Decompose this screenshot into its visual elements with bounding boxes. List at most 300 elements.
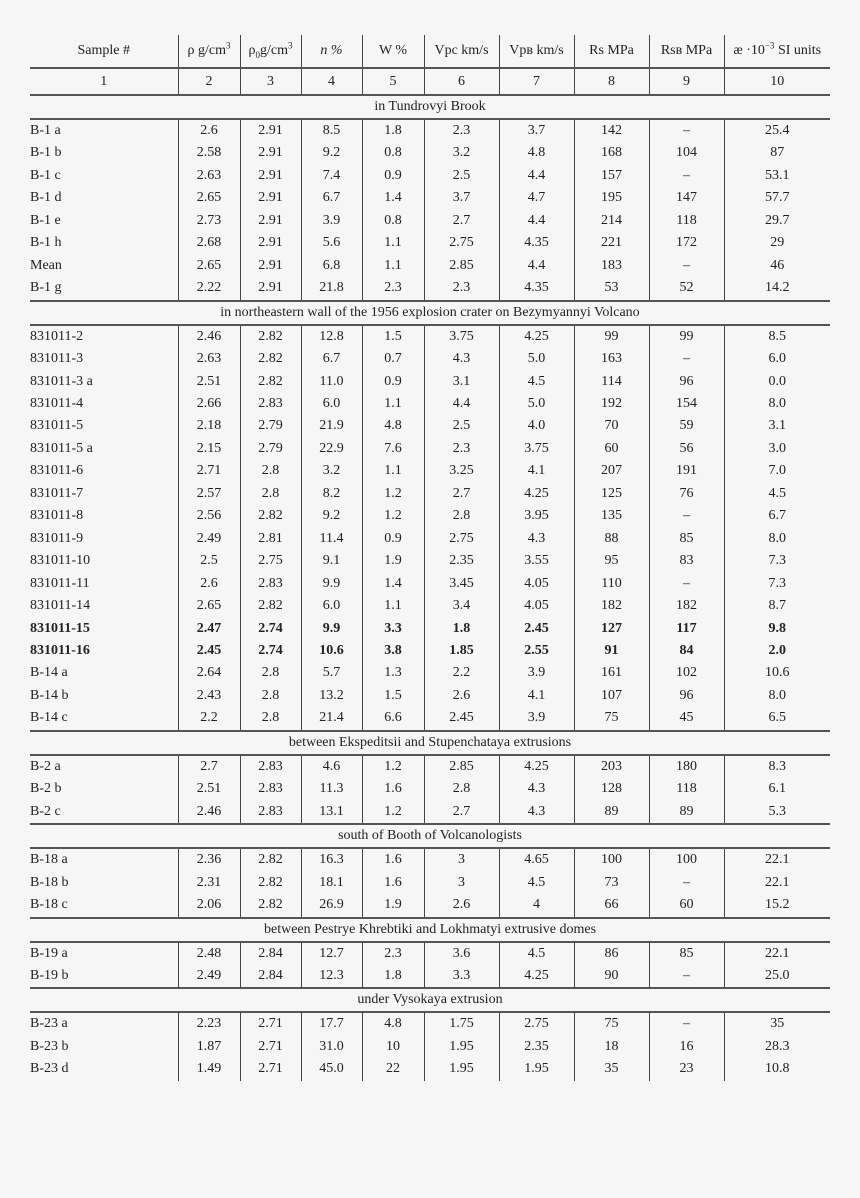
value-cell: 3.4 (424, 595, 499, 617)
value-cell: 3.55 (499, 550, 574, 572)
column-number: 10 (724, 68, 830, 95)
value-cell: 2.71 (178, 460, 240, 482)
value-cell: 6.8 (301, 255, 362, 277)
sample-id-cell: 831011-9 (30, 530, 84, 546)
header-vp-wet: Vpв km/s (499, 35, 574, 68)
value-cell: – (649, 119, 724, 142)
sample-id-cell: B-18 a (30, 852, 68, 868)
value-cell: 53 (574, 277, 649, 300)
value-cell: 3.9 (499, 662, 574, 684)
value-cell: 9.8 (724, 618, 830, 640)
table-row (30, 415, 830, 437)
value-cell: 3.75 (424, 325, 499, 348)
value-cell: 2.79 (240, 415, 301, 437)
value-cell: 2.8 (240, 662, 301, 684)
value-cell: 3 (424, 872, 499, 894)
section-header-row (30, 824, 830, 848)
value-cell: 11.4 (301, 528, 362, 550)
value-cell: 9.9 (301, 573, 362, 595)
sample-id-cell: B-1 g (30, 277, 178, 300)
value-cell: 168 (574, 142, 649, 164)
value-cell: 107 (574, 685, 649, 707)
value-cell: 2.83 (240, 573, 301, 595)
value-cell: 1.8 (362, 965, 424, 988)
value-cell: 46 (724, 255, 830, 277)
section-title: between Ekspeditsii and Stupenchataya extrusions (30, 731, 830, 755)
value-cell: 96 (649, 685, 724, 707)
value-cell: 2.82 (240, 595, 301, 617)
column-number: 2 (178, 68, 240, 95)
value-cell: 2.3 (424, 277, 499, 300)
rock-properties-table (30, 35, 830, 1081)
value-cell: 95 (574, 550, 649, 572)
header-water-content: W % (362, 35, 424, 68)
value-cell: 2.75 (499, 1012, 574, 1035)
value-cell: 9.1 (301, 550, 362, 572)
value-cell: 2.3 (424, 119, 499, 142)
value-cell: 84 (649, 640, 724, 662)
value-cell: 6.5 (724, 707, 830, 730)
value-cell: 4.5 (499, 872, 574, 894)
value-cell: 3.0 (724, 438, 830, 460)
value-cell: 31.0 (301, 1036, 362, 1058)
value-cell: 6.0 (301, 393, 362, 415)
table-row (30, 348, 830, 370)
value-cell: 2.47 (178, 618, 240, 640)
sample-id-cell: B-2 b (30, 781, 62, 797)
value-cell: 22.1 (724, 942, 830, 965)
value-cell: 2.46 (178, 325, 240, 348)
value-cell: 182 (574, 595, 649, 617)
sample-id-cell: 831011-5 (30, 418, 84, 434)
value-cell: 4.4 (499, 165, 574, 187)
table-row (30, 232, 830, 254)
value-cell: 3.25 (424, 460, 499, 482)
value-cell: 18.1 (301, 872, 362, 894)
value-cell: 2.7 (424, 483, 499, 505)
value-cell: 1.1 (362, 232, 424, 254)
value-cell: 8.2 (301, 483, 362, 505)
value-cell: 1.87 (178, 1036, 240, 1058)
value-cell: 89 (574, 801, 649, 824)
value-cell: 21.8 (301, 277, 362, 300)
value-cell: 99 (574, 325, 649, 348)
value-cell: 9.2 (301, 142, 362, 164)
table-row (30, 438, 830, 460)
value-cell: 4.5 (724, 483, 830, 505)
value-cell: 1.2 (362, 505, 424, 527)
value-cell: 4.3 (499, 801, 574, 824)
value-cell: 3 (424, 848, 499, 871)
sample-id-cell: 831011-15 (30, 620, 90, 636)
value-cell: 2.6 (178, 119, 240, 142)
value-cell: 4.35 (499, 277, 574, 300)
value-cell: 22.1 (724, 872, 830, 894)
value-cell: 3.8 (362, 640, 424, 662)
sample-id-cell: 831011-16 (30, 642, 90, 658)
value-cell: 2.71 (240, 1012, 301, 1035)
value-cell: 2.73 (178, 210, 240, 232)
value-cell: 23 (649, 1058, 724, 1080)
sample-id-cell: B-23 a (30, 1016, 68, 1032)
sample-id-cell: B-18 b (30, 874, 69, 890)
value-cell: 2.85 (424, 255, 499, 277)
table-row (30, 942, 830, 965)
table-row (30, 778, 830, 800)
value-cell: 86 (574, 942, 649, 965)
value-cell: 1.5 (362, 325, 424, 348)
table-row (30, 550, 830, 572)
value-cell: 142 (574, 119, 649, 142)
value-cell: 2.35 (424, 550, 499, 572)
table-row (30, 255, 830, 277)
value-cell: 12.8 (301, 325, 362, 348)
value-cell: 2.66 (178, 393, 240, 415)
value-cell: 6.7 (301, 187, 362, 209)
value-cell: 117 (649, 618, 724, 640)
value-cell: 2.65 (178, 595, 240, 617)
value-cell: 3.3 (362, 618, 424, 640)
sample-id-cell: 831011-7 (30, 485, 84, 501)
value-cell: 1.95 (424, 1058, 499, 1080)
sample-id-cell: 831011-4 (30, 395, 84, 411)
value-cell: 8.3 (724, 755, 830, 778)
value-cell: – (649, 1012, 724, 1035)
value-cell: 2.91 (240, 210, 301, 232)
value-cell: 4.25 (499, 965, 574, 988)
value-cell: 22.1 (724, 848, 830, 871)
value-cell: 6.7 (724, 505, 830, 527)
value-cell: 7.3 (724, 573, 830, 595)
value-cell: 4.4 (499, 255, 574, 277)
table-row (30, 640, 830, 662)
value-cell: 182 (649, 595, 724, 617)
value-cell: 1.6 (362, 778, 424, 800)
column-number: 6 (424, 68, 499, 95)
sample-id-cell: B-1 h (30, 235, 62, 251)
value-cell: 2.45 (499, 618, 574, 640)
value-cell: 13.1 (301, 801, 362, 824)
value-cell: 2.51 (178, 778, 240, 800)
value-cell: 2.22 (178, 277, 240, 300)
value-cell: 3.7 (424, 187, 499, 209)
value-cell: 91 (574, 640, 649, 662)
value-cell: 2.68 (178, 232, 240, 254)
value-cell: 7.3 (724, 550, 830, 572)
table-row (30, 142, 830, 164)
table-row (30, 848, 830, 871)
value-cell: 2.35 (499, 1036, 574, 1058)
value-cell: 2.18 (178, 415, 240, 437)
value-cell: 96 (649, 371, 724, 393)
value-cell: 0.9 (362, 165, 424, 187)
value-cell: 100 (574, 848, 649, 871)
value-cell: 2.79 (240, 438, 301, 460)
table-row (30, 573, 830, 595)
value-cell: 1.9 (362, 894, 424, 917)
value-cell: 2.91 (240, 119, 301, 142)
value-cell: 87 (724, 142, 830, 164)
sample-id-cell: B-14 b (30, 687, 69, 703)
value-cell: 1.6 (362, 872, 424, 894)
value-cell: – (649, 573, 724, 595)
value-cell: 118 (649, 210, 724, 232)
column-number: 8 (574, 68, 649, 95)
value-cell: 2.84 (240, 942, 301, 965)
section-header-row (30, 95, 830, 119)
value-cell: 9.9 (301, 618, 362, 640)
value-cell: 8.0 (724, 393, 830, 415)
sample-id-cell: B-2 c (30, 801, 178, 824)
value-cell: 1.8 (424, 618, 499, 640)
value-cell: 6.0 (724, 348, 830, 370)
sample-id-cell: B-2 a (30, 758, 61, 774)
value-cell: 4.8 (362, 1012, 424, 1035)
value-cell: – (649, 965, 724, 988)
value-cell: 3.9 (499, 707, 574, 730)
value-cell: 2.58 (178, 142, 240, 164)
value-cell: 11.3 (301, 778, 362, 800)
value-cell: 0.8 (362, 210, 424, 232)
value-cell: 1.75 (424, 1012, 499, 1035)
value-cell: 2.91 (240, 277, 301, 300)
value-cell: 4.25 (499, 325, 574, 348)
value-cell: 3.2 (424, 142, 499, 164)
value-cell: 2.8 (240, 707, 301, 730)
value-cell: 128 (574, 778, 649, 800)
sample-id-cell: B-23 b (30, 1038, 69, 1054)
value-cell: 4.35 (499, 232, 574, 254)
value-cell: 1.2 (362, 483, 424, 505)
section-header-row (30, 918, 830, 942)
value-cell: 66 (574, 894, 649, 917)
sample-id-cell: B-18 c (30, 894, 178, 917)
value-cell: 2.84 (240, 965, 301, 988)
value-cell: 5.7 (301, 662, 362, 684)
sample-id-cell: 831011-14 (30, 598, 91, 614)
value-cell: 2.82 (240, 505, 301, 527)
value-cell: 90 (574, 965, 649, 988)
section-header-row (30, 988, 830, 1012)
section-title: in northeastern wall of the 1956 explosion crater on Bezymyannyi Volcano (30, 301, 830, 325)
value-cell: 2.81 (240, 528, 301, 550)
table-row (30, 872, 830, 894)
value-cell: 75 (574, 1012, 649, 1035)
value-cell: 2.7 (424, 801, 499, 824)
value-cell: 6.6 (362, 707, 424, 730)
value-cell: 2.91 (240, 165, 301, 187)
value-cell: 163 (574, 348, 649, 370)
table-row (30, 965, 830, 988)
value-cell: 25.4 (724, 119, 830, 142)
value-cell: 8.5 (301, 119, 362, 142)
value-cell: 3.1 (424, 371, 499, 393)
value-cell: 104 (649, 142, 724, 164)
value-cell: 85 (649, 528, 724, 550)
value-cell: 2.8 (240, 483, 301, 505)
header-porosity: n % (301, 35, 362, 68)
column-number: 7 (499, 68, 574, 95)
value-cell: 7.4 (301, 165, 362, 187)
value-cell: 10 (362, 1036, 424, 1058)
value-cell: 2.51 (178, 371, 240, 393)
value-cell: 2.3 (362, 277, 424, 300)
data-table-container (30, 35, 830, 1081)
table-row (30, 325, 830, 348)
table-body (30, 95, 830, 1081)
value-cell: 1.95 (499, 1058, 574, 1080)
value-cell: 2.7 (178, 755, 240, 778)
value-cell: 4.05 (499, 595, 574, 617)
value-cell: 1.1 (362, 460, 424, 482)
section-header-row (30, 731, 830, 755)
sample-id-cell: 831011-2 (30, 328, 84, 344)
value-cell: 221 (574, 232, 649, 254)
value-cell: 16.3 (301, 848, 362, 871)
value-cell: 2.82 (240, 348, 301, 370)
value-cell: 57.7 (724, 187, 830, 209)
value-cell: 2.83 (240, 778, 301, 800)
value-cell: 2.82 (240, 371, 301, 393)
value-cell: 4 (499, 894, 574, 917)
value-cell: 1.8 (362, 119, 424, 142)
value-cell: 8.7 (724, 595, 830, 617)
section-title: in Tundrovyi Brook (30, 95, 830, 119)
table-row (30, 393, 830, 415)
sample-id-cell: 831011-10 (30, 553, 91, 569)
value-cell: 2.43 (178, 685, 240, 707)
value-cell: 29.7 (724, 210, 830, 232)
value-cell: 3.95 (499, 505, 574, 527)
value-cell: 21.4 (301, 707, 362, 730)
value-cell: 2.49 (178, 528, 240, 550)
value-cell: 154 (649, 393, 724, 415)
value-cell: 2.8 (240, 685, 301, 707)
table-row (30, 210, 830, 232)
column-number: 4 (301, 68, 362, 95)
value-cell: 2.56 (178, 505, 240, 527)
value-cell: 157 (574, 165, 649, 187)
sample-id-cell: B-1 b (30, 145, 62, 161)
value-cell: 118 (649, 778, 724, 800)
value-cell: 4.05 (499, 573, 574, 595)
table-row (30, 119, 830, 142)
value-cell: 4.4 (424, 393, 499, 415)
value-cell: 15.2 (724, 894, 830, 917)
header-susceptibility: æ $\cdot 10^{-3}$ SI units (724, 35, 830, 68)
value-cell: 1.2 (362, 801, 424, 824)
value-cell: 4.3 (499, 778, 574, 800)
value-cell: 4.1 (499, 685, 574, 707)
value-cell: 0.7 (362, 348, 424, 370)
value-cell: 1.1 (362, 595, 424, 617)
sample-id-cell: B-1 a (30, 123, 61, 138)
section-header-row (30, 301, 830, 325)
table-row (30, 685, 830, 707)
value-cell: 2.91 (240, 232, 301, 254)
value-cell: 4.25 (499, 483, 574, 505)
value-cell: 4.3 (499, 528, 574, 550)
value-cell: 100 (649, 848, 724, 871)
value-cell: 183 (574, 255, 649, 277)
sample-id-cell: B-23 d (30, 1061, 69, 1077)
value-cell: 2.23 (178, 1012, 240, 1035)
value-cell: 7.6 (362, 438, 424, 460)
value-cell: 0.8 (362, 142, 424, 164)
value-cell: 3.7 (499, 119, 574, 142)
value-cell: 110 (574, 573, 649, 595)
table-row (30, 894, 830, 917)
sample-id-cell: B-19 b (30, 965, 178, 988)
table-row (30, 707, 830, 730)
value-cell: 6.1 (724, 778, 830, 800)
value-cell: 73 (574, 872, 649, 894)
table-row (30, 662, 830, 684)
value-cell: 11.0 (301, 371, 362, 393)
value-cell: 4.8 (499, 142, 574, 164)
value-cell: 102 (649, 662, 724, 684)
value-cell: 13.2 (301, 685, 362, 707)
column-number: 1 (30, 68, 178, 95)
value-cell: 4.25 (499, 755, 574, 778)
value-cell: 60 (574, 438, 649, 460)
value-cell: 2.8 (424, 778, 499, 800)
table-row (30, 460, 830, 482)
value-cell: 135 (574, 505, 649, 527)
value-cell: 5.0 (499, 393, 574, 415)
value-cell: 2.45 (424, 707, 499, 730)
value-cell: 2.64 (178, 662, 240, 684)
table-row (30, 505, 830, 527)
value-cell: 2.6 (424, 894, 499, 917)
value-cell: – (649, 505, 724, 527)
table-row (30, 165, 830, 187)
value-cell: 9.2 (301, 505, 362, 527)
sample-id-cell: B-1 e (30, 212, 61, 228)
sample-id-cell: 831011-3 a (30, 373, 93, 389)
value-cell: 2.6 (424, 685, 499, 707)
value-cell: 2.36 (178, 848, 240, 871)
value-cell: 2.2 (178, 707, 240, 730)
table-row (30, 755, 830, 778)
value-cell: 10.6 (301, 640, 362, 662)
value-cell: 18 (574, 1036, 649, 1058)
value-cell: 2.82 (240, 894, 301, 917)
value-cell: 1.85 (424, 640, 499, 662)
value-cell: 2.6 (178, 573, 240, 595)
value-cell: 214 (574, 210, 649, 232)
value-cell: 1.6 (362, 848, 424, 871)
value-cell: 88 (574, 528, 649, 550)
value-cell: 10.8 (724, 1058, 830, 1080)
table-row (30, 618, 830, 640)
value-cell: 8.5 (724, 325, 830, 348)
value-cell: 0.0 (724, 371, 830, 393)
value-cell: 83 (649, 550, 724, 572)
value-cell: 3.3 (424, 965, 499, 988)
value-cell: 1.49 (178, 1058, 240, 1080)
header-strength-dry: Rs MPa (574, 35, 649, 68)
table-row (30, 483, 830, 505)
value-cell: 59 (649, 415, 724, 437)
value-cell: 17.7 (301, 1012, 362, 1035)
value-cell: 2.63 (178, 348, 240, 370)
value-cell: 127 (574, 618, 649, 640)
value-cell: 60 (649, 894, 724, 917)
value-cell: 29 (724, 232, 830, 254)
value-cell: 2.71 (240, 1036, 301, 1058)
value-cell: 35 (724, 1012, 830, 1035)
